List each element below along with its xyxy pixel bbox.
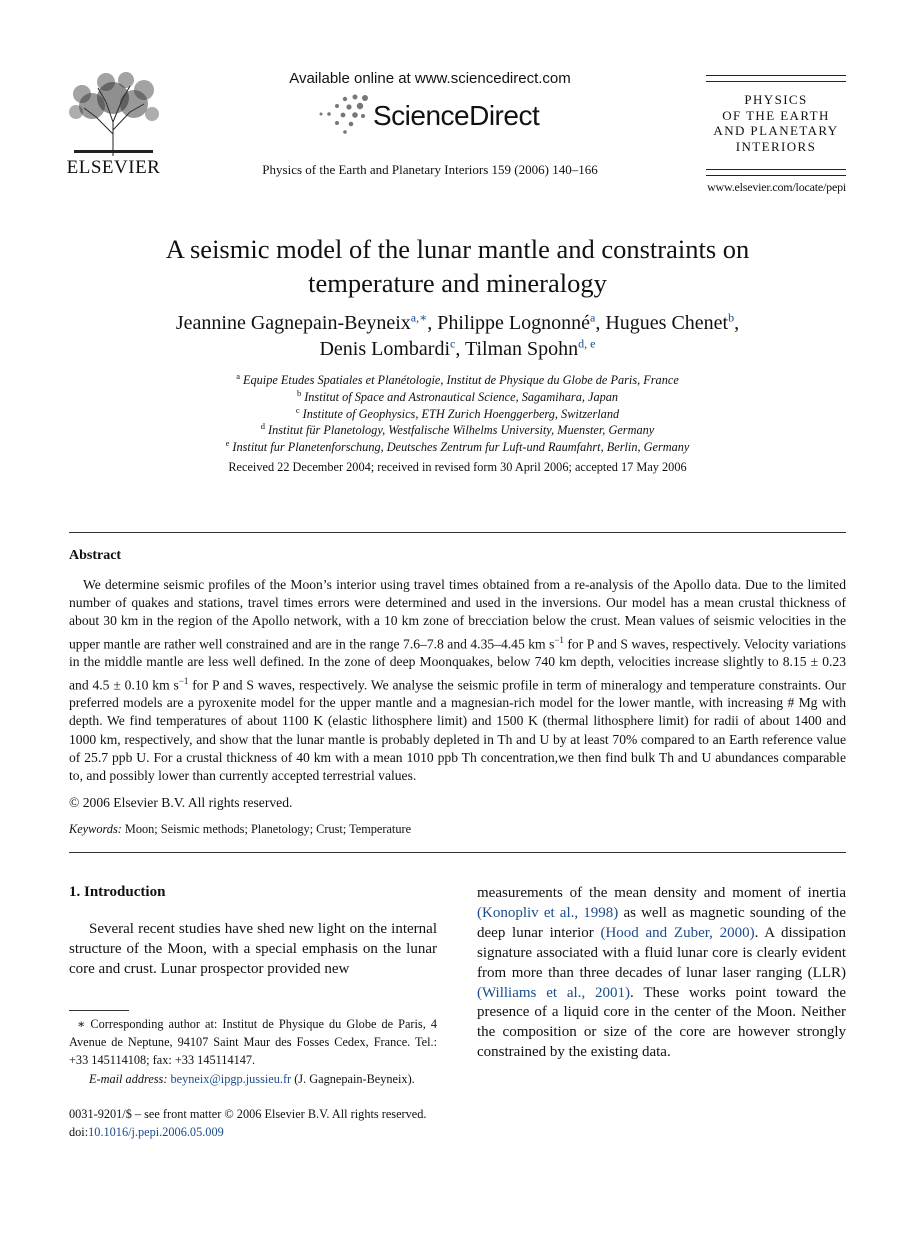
journal-url-link[interactable]: www.elsevier.com/locate/pepi bbox=[707, 180, 846, 194]
author-name: Jeannine Gagnepain-Beyneix bbox=[175, 312, 411, 334]
sciencedirect-brand: ScienceDirect bbox=[373, 100, 540, 131]
author-name: Philippe Lognonné bbox=[437, 312, 591, 334]
corresponding-author-footnote: ∗ Corresponding author at: Institut de Physique du Globe de Paris, 4 Avenue de Neptune, 94107 Saint Maur des Fosses Cedex, France. Tel.: +33 145114108; fax: +33 145114147. E-mail address: beyneix@ipgp.jussieu.fr (J. Gagnepain-Beyneix). bbox=[69, 1017, 437, 1086]
divider bbox=[69, 532, 846, 533]
issn-doi-block: 0031-9201/$ – see front matter © 2006 Elsevier B.V. All rights reserved. doi:10.1016/j.pepi.2006.05.009 bbox=[69, 1105, 489, 1141]
intro-right-column: measurements of the mean density and moment of inertia (Konopliv et al., 1998) as well as magnetic sounding of the deep lunar interior (Hood and Zuber, 2000). A dissipation signature associated with a fluid lunar core is clearly evident from more than three decades of lunar laser ranging (LLR) (Williams et al., 2001). These works point toward the presence of a liquid core in the center of the Moon. Neither the composition or size of the core are however strongly constrained by the existing data. bbox=[477, 885, 846, 1061]
email-link[interactable]: beyneix@ipgp.jussieu.fr bbox=[170, 1071, 292, 1086]
keywords: Keywords: Moon; Seismic methods; Planetology; Crust; Temperature bbox=[69, 822, 412, 836]
available-online-text: Available online at www.sciencedirect.com bbox=[289, 70, 571, 87]
publisher-name: ELSEVIER bbox=[66, 157, 161, 178]
section-heading: 1. Introduction bbox=[69, 884, 166, 900]
author-affiliation-link[interactable]: b bbox=[728, 310, 735, 325]
affiliation-list bbox=[100, 372, 815, 456]
affiliation-item: $^d$ Institut für Planetology, Westfalische Wilhelms University, Muenster, Germany bbox=[260, 421, 655, 438]
citation-link[interactable]: (Hood and Zuber, 2000) bbox=[600, 924, 755, 941]
citation-link[interactable]: (Konopliv et al., 1998) bbox=[477, 904, 619, 921]
footnote-divider bbox=[69, 1010, 129, 1011]
author-affiliation-link[interactable]: c bbox=[450, 336, 456, 351]
abstract-body: We determine seismic profiles of the Moon’s interior using travel times obtained from a re-analysis of the Apollo data. Due to the limited number of quakes and stations, travel times errors were determined and used in the inversions. Our model has a mean crustal thickness of about 30 km in the region of the Apollo network, with a 10 km zone of brecciation below the crust. Mean values of seismic velocities in the upper mantle are rather well constrained and are in the range 7.6–7.8 and 4.35–4.45 km $s^{-1}$ for P and S waves, respectively. Velocity variations in the middle mantle are less well defined. In the zone of deep Moonquakes, below 740 km depth, velocities increase slightly to 8.15 ± 0.23 and 4.5 ± 0.10 km $s^{-1}$ for P and S waves, respectively. We analyse the seismic profile in term of mineralogy and temperature constraints. Our preferred models are a pyroxenite model for the upper mantle and a magnesian-rich model for the lower mantle, with increasing # Mg with depth. We find temperatures of about 1100 K (elastic lithosphere limit) and 1500 K (thermal lithosphere limit) for radii of about 1400 and 1000 km, respectively, and show that the lunar mantle is probably depleted in Th and U by at least 70% compared to an Earth reference value of 25.7 ppb U. For a crustal thickness of 40 km with a mean 1010 ppb Th concentration,we then find bulk Th and U abundances comparable to, and possibly lower than currently accepted terrestrial values. bbox=[69, 577, 846, 784]
author-affiliation-link[interactable]: a,∗ bbox=[410, 310, 428, 325]
abstract-heading: Abstract bbox=[69, 548, 122, 563]
affiliation-item: $^c$ Institute of Geophysics, ETH Zurich Hoenggerberg, Switzerland bbox=[295, 404, 620, 421]
author-name: Denis Lombardi bbox=[319, 338, 451, 360]
author-affiliation-link[interactable]: d, e bbox=[578, 336, 596, 351]
affiliation-item: $^a$ Equipe Etudes Spatiales et Planétologie, Institut de Physique du Globe de Paris, France bbox=[236, 370, 679, 387]
front-matter-line: 0031-9201/$ – see front matter © 2006 Elsevier B.V. All rights reserved. bbox=[69, 1107, 427, 1121]
affiliation-item: $^b$ Institut of Space and Astronautical Science, Sagamihara, Japan bbox=[296, 387, 619, 404]
affiliation-item: $^e$ Institut fur Planetenforschung, Deutsches Zentrum fur Luft-und Raumfahrt, Berlin, Germany bbox=[225, 438, 690, 455]
received-dates: Received 22 December 2004; received in revised form 30 April 2006; accepted 17 May 2006 bbox=[228, 460, 687, 474]
citation-link[interactable]: (Williams et al., 2001) bbox=[477, 984, 631, 1001]
author-name: Tilman Spohn bbox=[464, 338, 579, 360]
article-title: A seismic model of the lunar mantle and constraints on temperature and mineralogy bbox=[165, 234, 750, 298]
journal-logo-title: PHYSICS OF THE EARTH AND PLANETARY INTERIORS bbox=[713, 92, 839, 154]
journal-logo bbox=[706, 72, 846, 182]
divider bbox=[69, 852, 846, 853]
author-name: Hugues Chenet bbox=[605, 312, 729, 334]
doi-link[interactable]: 10.1016/j.pepi.2006.05.009 bbox=[88, 1125, 224, 1139]
author-list: Jeannine Gagnepain-Beyneix$^{a,∗}$, Philippe Lognonné$^a$, Hugues Chenet$^b$, Denis Lombardi$^c$, Tilman Spohn$^{d, e}$ bbox=[175, 310, 740, 360]
author-affiliation-link[interactable]: a bbox=[590, 310, 596, 325]
journal-reference: Physics of the Earth and Planetary Interiors 159 (2006) 140–166 bbox=[262, 162, 598, 177]
copyright-notice: © 2006 Elsevier B.V. All rights reserved. bbox=[69, 795, 293, 810]
intro-left-column: Several recent studies have shed new light on the internal structure of the Moon, with a special emphasis on the lunar core and crust. Lunar prospector provided new bbox=[69, 921, 437, 977]
